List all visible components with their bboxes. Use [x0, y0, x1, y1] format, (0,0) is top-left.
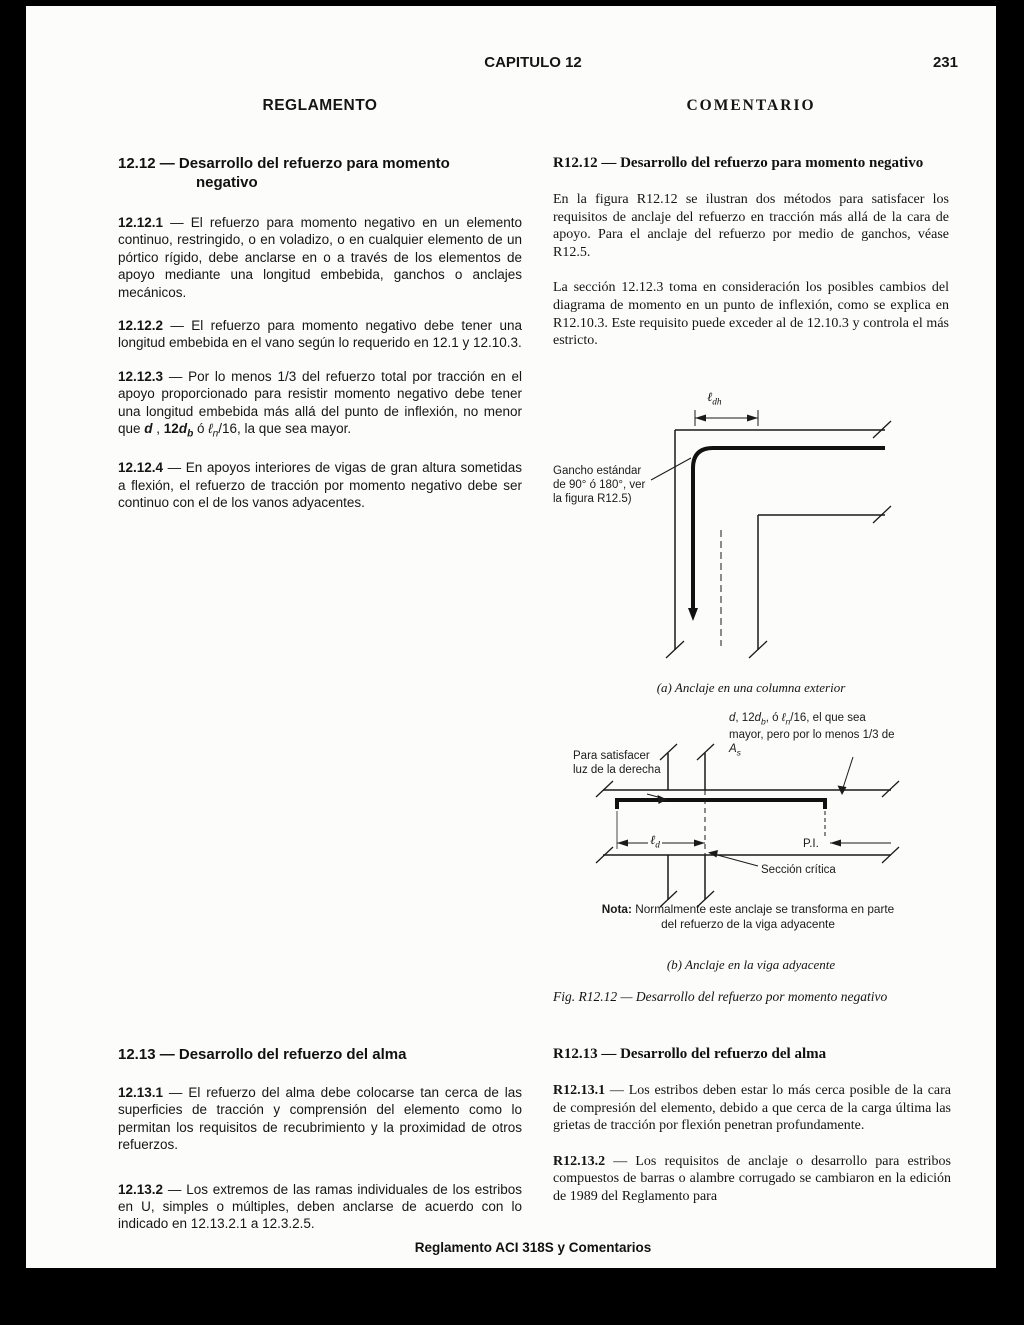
heading-12-13: 12.13 — Desarrollo del refuerzo del alma — [118, 1046, 407, 1063]
figure-a-drawing — [553, 390, 949, 680]
reglamento-section-1213 — [118, 1045, 522, 1249]
figure-r1212-caption: Fig. R12.12 — Desarrollo del refuerzo por momento negativo — [553, 989, 888, 1004]
paragraph-r12-13-1: R12.13.1 — Los estribos deben estar lo más cerca posible de la cara de compresión del elemento, debido a que cerca de la carga última las grietas de tracción por flexión penetran profundamente. — [553, 1083, 951, 1134]
figure-b-note: Nota: Normalmente este anclaje se transforma en parte del refuerzo de la viga adyacente — [601, 902, 895, 931]
paragraph-r12-13-2: R12.13.2 — Los requisitos de anclaje o desarrollo para estribos compuestos de barras o alambre corrugado se cambiaron en la edición de 1989 del Reglamento para — [553, 1153, 951, 1204]
chapter-header: CAPITULO 12 — [484, 54, 582, 71]
critical-section-label: Sección crítica — [761, 864, 836, 876]
figure-b-caption: (b) Anclaje en la viga adyacente — [666, 957, 836, 972]
extension-length-label: d, $12d_b$, ó ℓ$_n$/16, el que sea mayor, pero por lo menos 1/3 de $A_s$ — [729, 712, 895, 758]
figure-a-caption: (a) Anclaje en una columna exterior — [656, 680, 846, 695]
paragraph-12-12-2: 12.12.2 — El refuerzo para momento negativo debe tener una longitud embebida en el vano según lo requerido en 12.1 y 12.10.3. — [118, 318, 522, 351]
point-of-inflection-label: P.I. — [803, 838, 819, 850]
right-column-title: COMENTARIO — [686, 97, 816, 114]
heading-r12-12: R12.12 — Desarrollo del refuerzo para momento negativo — [553, 155, 924, 171]
paragraph-12-12-3: 12.12.3 — Por lo menos 1/3 del refuerzo total por tracción en el apoyo proporcionado para resistir momento negativo debe tener una longitud embebida más allá del punto de inflexión, no menor que d , $12d_b$ ó ℓ$_n$/16, la que sea mayor. — [118, 368, 522, 440]
document-page — [26, 6, 996, 1268]
heading-r12-13: R12.13 — Desarrollo del refuerzo del alma — [553, 1046, 827, 1062]
paragraph-12-12-4: 12.12.4 — En apoyos interiores de vigas de gran altura sometidas a flexión, el refuerzo de tracción por momento negativo debe ser continuo con el de los vanos adyacentes. — [118, 460, 522, 510]
standard-hook-label: Gancho estándar de 90° ó 180°, ver la figura R12.5) — [553, 465, 646, 505]
left-column-title: REGLAMENTO — [262, 97, 378, 114]
heading-12-12: 12.12 — Desarrollo del refuerzo para momento negativo — [118, 155, 450, 191]
figure-b-anchorage-adjacent-beam — [553, 705, 949, 981]
dim-label-ldh: ℓ$_{dh}$ — [705, 390, 724, 411]
reglamento-section-1212 — [118, 154, 522, 527]
page-footer: Reglamento ACI 318S y Comentarios — [414, 1240, 652, 1255]
dim-label-ld: ℓ$_d$ — [648, 833, 662, 854]
paragraph-12-13-1: 12.13.1 — El refuerzo del alma debe colocarse tan cerca de las superficies de tracción y comprensión del elemento como lo permitan los requisitos de recubrimiento y la proximidad de otros refuerzos. — [118, 1085, 522, 1153]
comentario-section-r1213 — [553, 1045, 951, 1221]
paragraph-12-12-1: 12.12.1 — El refuerzo para momento negativo en un elemento continuo, restringido, o en voladizo, o en cualquier elemento de un pórtico rígido, debe anclarse en o a través de los elementos de apoyo mediante una longitud embebida, ganchos o anclajes mecánicos. — [118, 215, 522, 300]
paragraph-r12-12-b: La sección 12.12.3 toma en consideración los posibles cambios del diagrama de momento en un punto de inflexión, como se explica en R12.10.3. Este requisito puede exceder al de 12.10.3 y controla el más estricto. — [553, 280, 949, 349]
paragraph-12-13-2: 12.13.2 — Los extremos de las ramas individuales de los estribos en U, simples o múltiples, deben anclarse de acuerdo con lo indicado en 12.13.2.1 a 12.3.2.5. — [118, 1181, 522, 1232]
figure-a-anchorage-exterior-column — [553, 390, 949, 702]
left-span-label: Para satisfacer luz de la derecha — [573, 750, 661, 776]
comentario-section-r1212 — [553, 154, 949, 365]
page-number: 231 — [932, 54, 958, 71]
paragraph-r12-12-a: En la figura R12.12 se ilustran dos métodos para satisfacer los requisitos de anclaje del refuerzo en tracción más allá de la cara de apoyo. Para el anclaje del refuerzo por medio de ganchos, véase R12.5. — [553, 192, 949, 260]
